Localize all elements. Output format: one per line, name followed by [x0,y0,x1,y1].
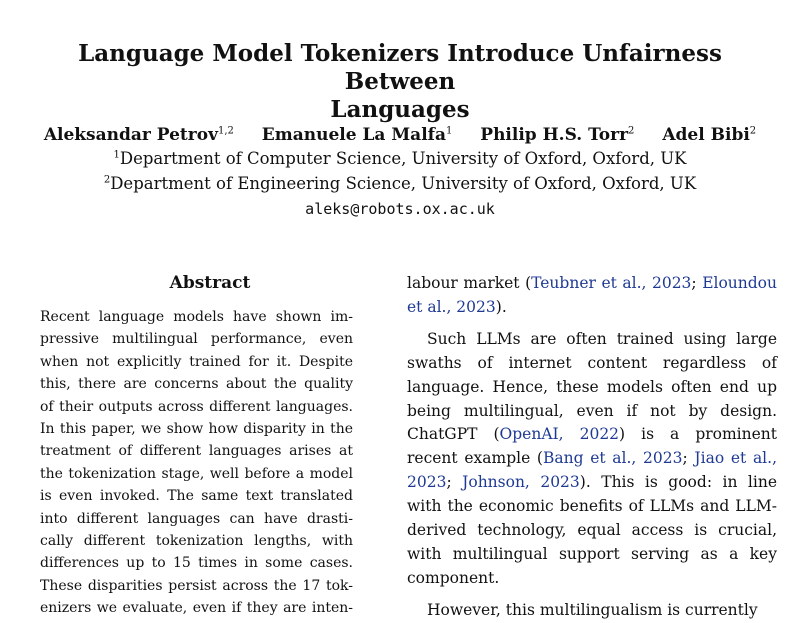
citation-link[interactable]: Jiao et al., 2023 [407,449,777,492]
author-affil-marker: 2 [749,125,757,137]
body-text: ) is a prominent recent example ( [407,425,778,468]
author-list [20,124,780,146]
abstract-line: pressive multilingual performance, even [40,331,353,348]
body-text: ; [446,473,463,492]
contact-email[interactable]: aleks@robots.ox.ac.uk [305,200,495,218]
abstract-line: the tokenization stage, well before a model [40,465,353,482]
abstract-line: treatment of different languages arises at [40,443,353,460]
abstract-line: Recent language models have shown im- [40,309,353,325]
author-name: Adel Bibi [662,125,750,145]
intro-body [407,272,778,619]
abstract-line: These disparities persist across the 17 tok- [40,577,353,594]
abstract-line: enizers we evaluate, even if they are inten- [40,600,353,617]
author-3 [480,124,634,146]
paper-title-line-2: Languages [330,96,470,123]
author-name: Philip H.S. Torr [480,125,629,145]
citation-link[interactable]: Teubner et al., 2023 [531,274,692,292]
citation-link[interactable]: Bang et al., 2023 [542,449,683,468]
abstract-line: In this paper, we show how disparity in the [40,421,353,438]
intro-paragraph-2 [407,328,777,591]
abstract-heading: Abstract [169,273,251,293]
abstract-line: into different languages can have drasti- [40,510,353,527]
body-text: However, this multilingualism is currently [427,600,758,619]
citation-link[interactable]: OpenAI, 2022 [499,425,620,444]
paper-title-line-1: Language Model Tokenizers Introduce Unfairness Between [78,40,722,95]
abstract-line: when not explicitly trained for it. Despite [40,353,353,370]
author-4 [662,124,756,146]
abstract-line: cally different tokenization lengths, with [40,533,353,550]
body-text: ; [682,449,695,468]
affiliation-2 [20,173,780,195]
body-text: ). This is good: in line with the economic benefits of LLMs and LLM-derived technology, equal access is crucial, with multilingual support serving as a key component. [407,473,777,587]
affiliation-text: Department of Computer Science, University of Oxford, Oxford, UK [119,149,687,168]
paper-title [20,40,780,124]
body-text: labour market ( [407,274,532,292]
affiliation-marker: 1 [113,149,120,161]
author-affil-marker: 2 [628,125,635,137]
author-affil-marker: 1,2 [217,125,234,137]
affiliation-marker: 2 [103,174,111,186]
abstract-line: differences up to 15 times in some cases. [40,555,353,572]
abstract-body [40,306,353,617]
citation-link[interactable]: Eloundou et al., 2023 [407,274,777,316]
author-name: Emanuele La Malfa [261,125,446,145]
author-2 [262,124,453,146]
intro-paragraph-1 [407,272,777,320]
body-text: Such LLMs are often trained using large swaths of internet content regardless of language. Hence, these models often end up being multilingual, even if not by design. ChatGPT ( [407,329,777,444]
body-text: ; [691,274,703,292]
abstract-line: is even invoked. The same text translated [40,488,353,505]
intro-paragraph-3 [407,599,777,623]
abstract-line: this, there are concerns about the quality [40,376,353,393]
author-1 [44,124,234,146]
affiliation-text: Department of Engineering Science, University of Oxford, Oxford, UK [110,174,697,193]
citation-link[interactable]: Johnson, 2023 [462,473,580,492]
abstract-line: of their outputs across different languages. [40,398,353,415]
affiliation-1 [20,148,780,170]
body-text: ). [495,297,507,316]
author-affil-marker: 1 [445,125,453,137]
author-name: Aleksandar Petrov [43,125,218,145]
